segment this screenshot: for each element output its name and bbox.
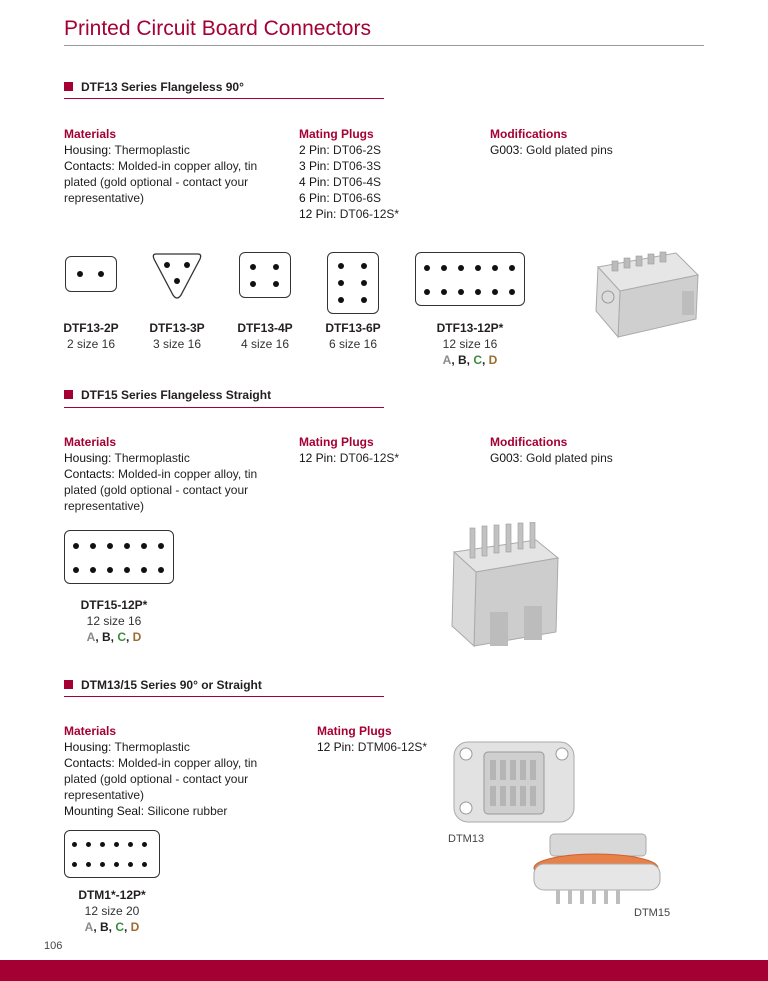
part-size: 12 size 20 bbox=[84, 904, 140, 918]
pin-layout-4p bbox=[239, 252, 291, 298]
part-number-dtm1-12p: DTM1*-12P* bbox=[78, 888, 146, 902]
page-title: Printed Circuit Board Connectors bbox=[64, 17, 371, 40]
dtf15-connector-image bbox=[440, 522, 570, 652]
part-number-dtf15-12p: DTF15-12P* bbox=[80, 598, 148, 612]
section-heading-dtm13-15: DTM13/15 Series 90° or Straight bbox=[64, 678, 262, 692]
part-size: 3 size 16 bbox=[152, 337, 202, 351]
variant-codes: A, B, C, D bbox=[84, 920, 140, 934]
dtf13-connector-image bbox=[578, 245, 708, 345]
page-number: 106 bbox=[44, 940, 63, 952]
part-number-dtf13-12p: DTF13-12P* bbox=[436, 321, 504, 335]
part-number-dtf13-2p: DTF13-2P bbox=[63, 321, 119, 335]
part-number-dtf13-4p: DTF13-4P bbox=[237, 321, 293, 335]
pin-layout-12p bbox=[415, 252, 525, 306]
footer-bar bbox=[0, 960, 768, 981]
materials-block: Materials Housing: Thermoplastic Contacts: Molded-in copper alloy, tin plated (gold optional - contact your representative) bbox=[64, 127, 258, 205]
pin-layout-12p bbox=[64, 530, 174, 584]
part-size: 12 size 16 bbox=[442, 337, 498, 351]
section-heading-dtf15: DTF15 Series Flangeless Straight bbox=[64, 388, 271, 402]
section-divider bbox=[64, 696, 384, 697]
image-caption-dtm15: DTM15 bbox=[634, 907, 671, 919]
modifications-block: Modifications G003: Gold plated pins bbox=[490, 127, 613, 157]
bullet-square-icon bbox=[64, 390, 73, 399]
bullet-square-icon bbox=[64, 680, 73, 689]
modifications-block: Modifications G003: Gold plated pins bbox=[490, 435, 613, 465]
part-size: 6 size 16 bbox=[328, 337, 378, 351]
materials-block: Materials Housing: Thermoplastic Contacts: Molded-in copper alloy, tin plated (gold optional - contact your representative) Mounting Seal: Silicone rubber bbox=[64, 724, 258, 818]
section-heading-dtf13: DTF13 Series Flangeless 90° bbox=[64, 80, 244, 94]
variant-codes: A, B, C, D bbox=[442, 353, 498, 367]
dtm15-connector-image bbox=[530, 828, 665, 910]
section-divider bbox=[64, 407, 384, 408]
part-size: 2 size 16 bbox=[66, 337, 116, 351]
mating-plugs-block: Mating Plugs 12 Pin: DT06-12S* bbox=[299, 435, 400, 465]
pin-layout-12p bbox=[64, 830, 160, 878]
materials-block: Materials Housing: Thermoplastic Contacts: Molded-in copper alloy, tin plated (gold optional - contact your representative) bbox=[64, 435, 258, 513]
pin-layout-2p bbox=[65, 256, 117, 292]
dtm13-connector-image bbox=[452, 738, 577, 830]
pin-layout-6p bbox=[327, 252, 379, 314]
mating-plugs-block: Mating Plugs 12 Pin: DTM06-12S* bbox=[317, 724, 428, 754]
title-divider bbox=[64, 45, 704, 46]
image-caption-dtm13: DTM13 bbox=[448, 833, 485, 845]
part-number-dtf13-3p: DTF13-3P bbox=[149, 321, 205, 335]
mating-plugs-block: Mating Plugs 2 Pin: DT06-2S 3 Pin: DT06-3S 4 Pin: DT06-4S 6 Pin: DT06-6S 12 Pin: DT06-12S* bbox=[299, 127, 400, 221]
section-divider bbox=[64, 98, 384, 99]
part-size: 12 size 16 bbox=[86, 614, 142, 628]
variant-codes: A, B, C, D bbox=[86, 630, 142, 644]
pin-layout-3p bbox=[150, 251, 204, 301]
part-number-dtf13-6p: DTF13-6P bbox=[325, 321, 381, 335]
part-size: 4 size 16 bbox=[240, 337, 290, 351]
bullet-square-icon bbox=[64, 82, 73, 91]
